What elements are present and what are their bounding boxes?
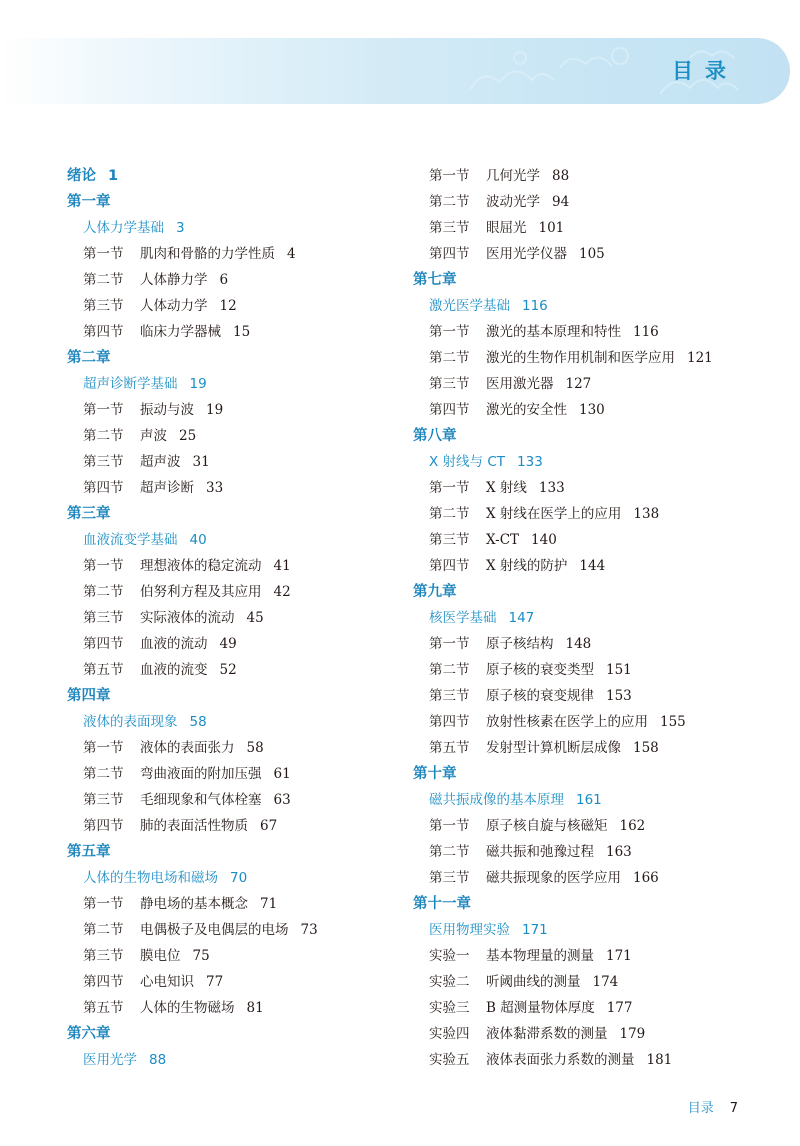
toc-part-title[interactable] xyxy=(413,293,783,319)
toc-section-item[interactable] xyxy=(67,735,437,761)
toc-section-item[interactable] xyxy=(67,319,437,345)
section-title: 实际液体的流动 xyxy=(140,610,235,626)
toc-section-item[interactable] xyxy=(67,787,437,813)
page-number: 49 xyxy=(219,636,237,652)
section-title: 原子核结构 xyxy=(486,636,554,652)
page-number: 58 xyxy=(246,740,264,756)
section-label: 第三节 xyxy=(83,610,124,626)
toc-part-title[interactable] xyxy=(413,787,783,813)
section-label: 第二节 xyxy=(83,272,124,288)
chapter-title: 第七章 xyxy=(413,272,457,288)
page-number: 174 xyxy=(592,974,619,990)
section-label: 第一节 xyxy=(83,402,124,418)
section-label: 实验三 xyxy=(429,1000,470,1016)
chapter-title: 第二章 xyxy=(67,350,111,366)
toc-chapter-heading[interactable] xyxy=(413,267,783,293)
section-label: 第一节 xyxy=(83,740,124,756)
section-label: 第二节 xyxy=(83,584,124,600)
page-number: 4 xyxy=(287,246,296,262)
page-number: 158 xyxy=(633,740,659,756)
section-label: 第二节 xyxy=(83,922,124,938)
toc-section-item[interactable] xyxy=(67,657,437,683)
page-number: 41 xyxy=(273,558,291,574)
section-title: 发射型计算机断层成像 xyxy=(486,740,621,756)
section-title: 人体动力学 xyxy=(140,298,208,314)
chapter-title: 第十章 xyxy=(413,766,457,782)
toc-part-title[interactable] xyxy=(413,605,783,631)
page-number: 63 xyxy=(273,792,291,808)
toc-section-item[interactable] xyxy=(67,605,437,631)
part-title: 人体力学基础 xyxy=(83,220,164,236)
toc-section-item[interactable] xyxy=(67,995,437,1021)
section-label: 第五节 xyxy=(83,662,124,678)
section-label: 实验五 xyxy=(429,1052,470,1068)
page-number: 19 xyxy=(206,402,224,418)
section-title: X 射线 xyxy=(486,480,527,496)
section-title: 波动光学 xyxy=(486,194,540,210)
section-label: 第四节 xyxy=(83,324,124,340)
section-title: 激光的基本原理和特性 xyxy=(486,324,621,340)
chapter-title: 第三章 xyxy=(67,506,111,522)
section-label: 第三节 xyxy=(83,792,124,808)
section-title: 膜电位 xyxy=(140,948,181,964)
section-title: 听阈曲线的测量 xyxy=(486,974,581,990)
page-number: 177 xyxy=(606,1000,633,1016)
section-title: 肺的表面活性物质 xyxy=(140,818,248,834)
section-label: 第三节 xyxy=(429,532,470,548)
toc-section-item[interactable] xyxy=(413,735,783,761)
section-label: 第二节 xyxy=(429,194,470,210)
toc-section-item[interactable] xyxy=(67,969,437,995)
part-title: 医用物理实验 xyxy=(429,922,510,938)
section-label: 第三节 xyxy=(83,298,124,314)
page-number: 42 xyxy=(273,584,291,600)
toc-section-item[interactable] xyxy=(413,865,783,891)
toc-section-item[interactable] xyxy=(413,215,783,241)
section-title: 原子核自旋与核磁矩 xyxy=(486,818,608,834)
section-title: 临床力学器械 xyxy=(140,324,221,340)
toc-section-item[interactable] xyxy=(413,345,783,371)
page-number: 116 xyxy=(633,324,659,340)
section-title: 弯曲液面的附加压强 xyxy=(140,766,262,782)
section-label: 第二节 xyxy=(429,506,470,522)
section-title: 毛细现象和气体栓塞 xyxy=(140,792,262,808)
page-number: 133 xyxy=(517,454,543,470)
toc-chapter-heading[interactable] xyxy=(413,761,783,787)
page-number: 19 xyxy=(189,376,207,392)
page-number: 15 xyxy=(233,324,251,340)
toc-section-item[interactable] xyxy=(413,995,783,1021)
section-title: X-CT xyxy=(486,532,520,548)
toc-part-title[interactable] xyxy=(67,865,437,891)
section-title: 电偶极子及电偶层的电场 xyxy=(140,922,289,938)
section-title: 磁共振现象的医学应用 xyxy=(486,870,621,886)
page-number: 179 xyxy=(619,1026,646,1042)
toc-section-item[interactable] xyxy=(413,813,783,839)
toc-part-title[interactable] xyxy=(67,709,437,735)
page-number: 171 xyxy=(606,948,632,964)
page-number: 162 xyxy=(619,818,646,834)
section-label: 第四节 xyxy=(429,558,470,574)
header-band xyxy=(0,38,790,104)
toc-section-item[interactable] xyxy=(413,683,783,709)
section-label: 第一节 xyxy=(429,480,470,496)
page-number: 71 xyxy=(260,896,278,912)
toc-chapter-heading[interactable] xyxy=(67,839,437,865)
section-label: 第一节 xyxy=(429,818,470,834)
section-label: 第二节 xyxy=(429,844,470,860)
section-title: 激光的安全性 xyxy=(486,402,567,418)
part-title: 激光医学基础 xyxy=(429,298,510,314)
section-title: 医用激光器 xyxy=(486,376,554,392)
page-number: 138 xyxy=(633,506,660,522)
section-title: 原子核的衰变规律 xyxy=(486,688,594,704)
toc-chapter-heading[interactable] xyxy=(67,189,437,215)
toc-section-item[interactable] xyxy=(67,579,437,605)
page-number: 40 xyxy=(189,532,207,548)
part-title: 医用光学 xyxy=(83,1052,137,1068)
toc-chapter-heading[interactable] xyxy=(67,1021,437,1047)
toc-section-item[interactable] xyxy=(67,449,437,475)
section-label: 第四节 xyxy=(83,480,124,496)
section-title: 放射性核素在医学上的应用 xyxy=(486,714,648,730)
toc-section-item[interactable] xyxy=(413,397,783,423)
section-label: 第二节 xyxy=(83,766,124,782)
toc-part-title[interactable] xyxy=(67,371,437,397)
chapter-title: 第一章 xyxy=(67,194,111,210)
toc-section-item[interactable] xyxy=(413,1021,783,1047)
toc-right-column xyxy=(413,163,783,1073)
section-title: 超声诊断 xyxy=(140,480,194,496)
page-number: 155 xyxy=(660,714,686,730)
page-number: 127 xyxy=(565,376,592,392)
page-number: 52 xyxy=(219,662,237,678)
toc-section-item[interactable] xyxy=(67,397,437,423)
chapter-title: 第九章 xyxy=(413,584,457,600)
page-number: 147 xyxy=(508,610,535,626)
section-label: 实验一 xyxy=(429,948,470,964)
page-number: 105 xyxy=(579,246,605,262)
part-title: 液体的表面现象 xyxy=(83,714,178,730)
page-number: 31 xyxy=(192,454,210,470)
toc-section-item[interactable] xyxy=(67,423,437,449)
page-number: 6 xyxy=(219,272,229,288)
toc-section-item[interactable] xyxy=(67,293,437,319)
page-number: 151 xyxy=(606,662,632,678)
section-label: 第二节 xyxy=(429,662,470,678)
section-label: 第四节 xyxy=(83,818,124,834)
section-title: 医用光学仪器 xyxy=(486,246,567,262)
page-number: 45 xyxy=(246,610,264,626)
toc-section-item[interactable] xyxy=(413,839,783,865)
part-title: 血液流变学基础 xyxy=(83,532,178,548)
section-title: X 射线的防护 xyxy=(486,558,568,574)
page-number: 121 xyxy=(687,350,713,366)
section-label: 第一节 xyxy=(429,324,470,340)
section-label: 第一节 xyxy=(83,558,124,574)
section-label: 实验二 xyxy=(429,974,470,990)
page-footer xyxy=(688,1097,738,1116)
toc-chapter-heading[interactable] xyxy=(413,891,783,917)
toc-part-title[interactable] xyxy=(67,215,437,241)
toc-section-item[interactable] xyxy=(67,241,437,267)
page-number: 67 xyxy=(260,818,278,834)
toc-left-column xyxy=(67,163,437,1073)
section-label: 第一节 xyxy=(429,636,470,652)
section-title: 理想液体的稳定流动 xyxy=(140,558,262,574)
footer-label: 目录 xyxy=(687,1101,714,1116)
section-title: 人体的生物磁场 xyxy=(140,1000,235,1016)
page-number: 33 xyxy=(206,480,224,496)
page-number: 81 xyxy=(246,1000,264,1016)
toc-section-item[interactable] xyxy=(67,943,437,969)
section-label: 第三节 xyxy=(429,870,470,886)
section-label: 第二节 xyxy=(429,350,470,366)
section-title: 几何光学 xyxy=(486,168,540,184)
section-title: 基本物理量的测量 xyxy=(486,948,594,964)
toc-section-item[interactable] xyxy=(67,761,437,787)
section-label: 第四节 xyxy=(83,636,124,652)
page-number: 171 xyxy=(522,922,548,938)
page-number: 94 xyxy=(552,194,570,210)
page-number: 61 xyxy=(273,766,291,782)
chapter-title: 第八章 xyxy=(413,428,457,444)
section-label: 第一节 xyxy=(83,246,124,262)
toc-section-item[interactable] xyxy=(67,917,437,943)
page-number: 133 xyxy=(538,480,565,496)
section-label: 第二节 xyxy=(83,428,124,444)
page-number: 116 xyxy=(522,298,548,314)
section-title: 激光的生物作用机制和医学应用 xyxy=(486,350,675,366)
page-number: 77 xyxy=(206,974,224,990)
page-number: 70 xyxy=(230,870,248,886)
part-title: X 射线与 CT xyxy=(429,454,506,470)
section-title: 静电场的基本概念 xyxy=(140,896,248,912)
toc-chapter-heading[interactable] xyxy=(67,501,437,527)
section-title: 超声波 xyxy=(140,454,181,470)
toc-section-item[interactable] xyxy=(413,969,783,995)
page-number: 7 xyxy=(729,1101,738,1116)
chapter-title: 第四章 xyxy=(67,688,111,704)
page-number: 12 xyxy=(219,298,237,314)
toc-section-item[interactable] xyxy=(67,813,437,839)
part-title: 超声诊断学基础 xyxy=(83,376,178,392)
section-label: 第五节 xyxy=(83,1000,124,1016)
section-title: 肌肉和骨骼的力学性质 xyxy=(140,246,275,262)
section-label: 第四节 xyxy=(83,974,124,990)
toc-part-title[interactable] xyxy=(413,449,783,475)
page-number: 101 xyxy=(538,220,565,236)
section-label: 第三节 xyxy=(429,688,470,704)
section-title: 心电知识 xyxy=(140,974,194,990)
section-label: 第一节 xyxy=(429,168,470,184)
toc-section-item[interactable] xyxy=(67,475,437,501)
section-label: 第四节 xyxy=(429,402,470,418)
part-title: 人体的生物电场和磁场 xyxy=(83,870,218,886)
page-title: 目录 xyxy=(672,59,738,83)
toc-section-item[interactable] xyxy=(413,1047,783,1073)
chapter-title: 第十一章 xyxy=(413,896,471,912)
part-title: 磁共振成像的基本原理 xyxy=(429,792,564,808)
page-number: 148 xyxy=(565,636,592,652)
toc-chapter-heading[interactable] xyxy=(67,345,437,371)
toc-section-item[interactable] xyxy=(413,943,783,969)
page-number: 1 xyxy=(108,168,119,184)
page-number: 166 xyxy=(633,870,659,886)
page-number: 130 xyxy=(579,402,605,418)
page-number: 58 xyxy=(189,714,207,730)
part-title: 核医学基础 xyxy=(429,610,497,626)
toc-section-item[interactable] xyxy=(413,657,783,683)
intro-title: 绪论 xyxy=(67,168,96,184)
page-number: 88 xyxy=(552,168,570,184)
toc-section-item[interactable] xyxy=(67,891,437,917)
page-number: 163 xyxy=(606,844,632,860)
section-title: 液体的表面张力 xyxy=(140,740,235,756)
page-number: 144 xyxy=(579,558,606,574)
toc-section-item[interactable] xyxy=(413,189,783,215)
section-label: 第四节 xyxy=(429,246,470,262)
section-label: 实验四 xyxy=(429,1026,470,1042)
section-title: X 射线在医学上的应用 xyxy=(486,506,622,522)
chapter-title: 第六章 xyxy=(67,1026,111,1042)
toc-chapter-heading[interactable] xyxy=(67,683,437,709)
section-label: 第三节 xyxy=(429,376,470,392)
toc-section-item[interactable] xyxy=(413,501,783,527)
toc-section-item[interactable] xyxy=(413,709,783,735)
page-number: 153 xyxy=(606,688,632,704)
chapter-title: 第五章 xyxy=(67,844,111,860)
section-title: 伯努利方程及其应用 xyxy=(140,584,262,600)
section-label: 第一节 xyxy=(83,896,124,912)
toc-section-item[interactable] xyxy=(67,553,437,579)
toc-section-item[interactable] xyxy=(413,527,783,553)
toc-part-title[interactable] xyxy=(67,1047,437,1073)
toc-section-item[interactable] xyxy=(413,475,783,501)
toc-intro-item[interactable] xyxy=(67,163,437,189)
page-number: 25 xyxy=(179,428,197,444)
page-number: 73 xyxy=(300,922,318,938)
section-title: 声波 xyxy=(140,428,167,444)
section-title: 液体表面张力系数的测量 xyxy=(486,1052,635,1068)
page-number: 3 xyxy=(176,220,185,236)
toc-section-item[interactable] xyxy=(413,631,783,657)
page-number: 140 xyxy=(531,532,557,548)
toc-section-item[interactable] xyxy=(413,319,783,345)
page-number: 161 xyxy=(576,792,602,808)
toc-chapter-heading[interactable] xyxy=(413,579,783,605)
toc-chapter-heading[interactable] xyxy=(413,423,783,449)
toc-section-item[interactable] xyxy=(413,163,783,189)
section-title: 血液的流变 xyxy=(140,662,208,678)
section-title: 振动与波 xyxy=(140,402,194,418)
section-label: 第四节 xyxy=(429,714,470,730)
section-title: 液体黏滞系数的测量 xyxy=(486,1026,608,1042)
page-number: 181 xyxy=(646,1052,673,1068)
section-label: 第五节 xyxy=(429,740,470,756)
toc-section-item[interactable] xyxy=(413,241,783,267)
section-label: 第三节 xyxy=(429,220,470,236)
toc-section-item[interactable] xyxy=(413,371,783,397)
toc-part-title[interactable] xyxy=(413,917,783,943)
section-title: 原子核的衰变类型 xyxy=(486,662,594,678)
section-title: B 超测量物体厚度 xyxy=(486,1000,595,1016)
section-label: 第三节 xyxy=(83,454,124,470)
section-title: 人体静力学 xyxy=(140,272,208,288)
page-number: 75 xyxy=(192,948,210,964)
section-title: 血液的流动 xyxy=(140,636,208,652)
page-number: 88 xyxy=(149,1052,167,1068)
toc-section-item[interactable] xyxy=(67,267,437,293)
toc-section-item[interactable] xyxy=(413,553,783,579)
toc-part-title[interactable] xyxy=(67,527,437,553)
section-title: 磁共振和弛豫过程 xyxy=(486,844,594,860)
section-title: 眼屈光 xyxy=(486,220,527,236)
section-label: 第三节 xyxy=(83,948,124,964)
toc-section-item[interactable] xyxy=(67,631,437,657)
